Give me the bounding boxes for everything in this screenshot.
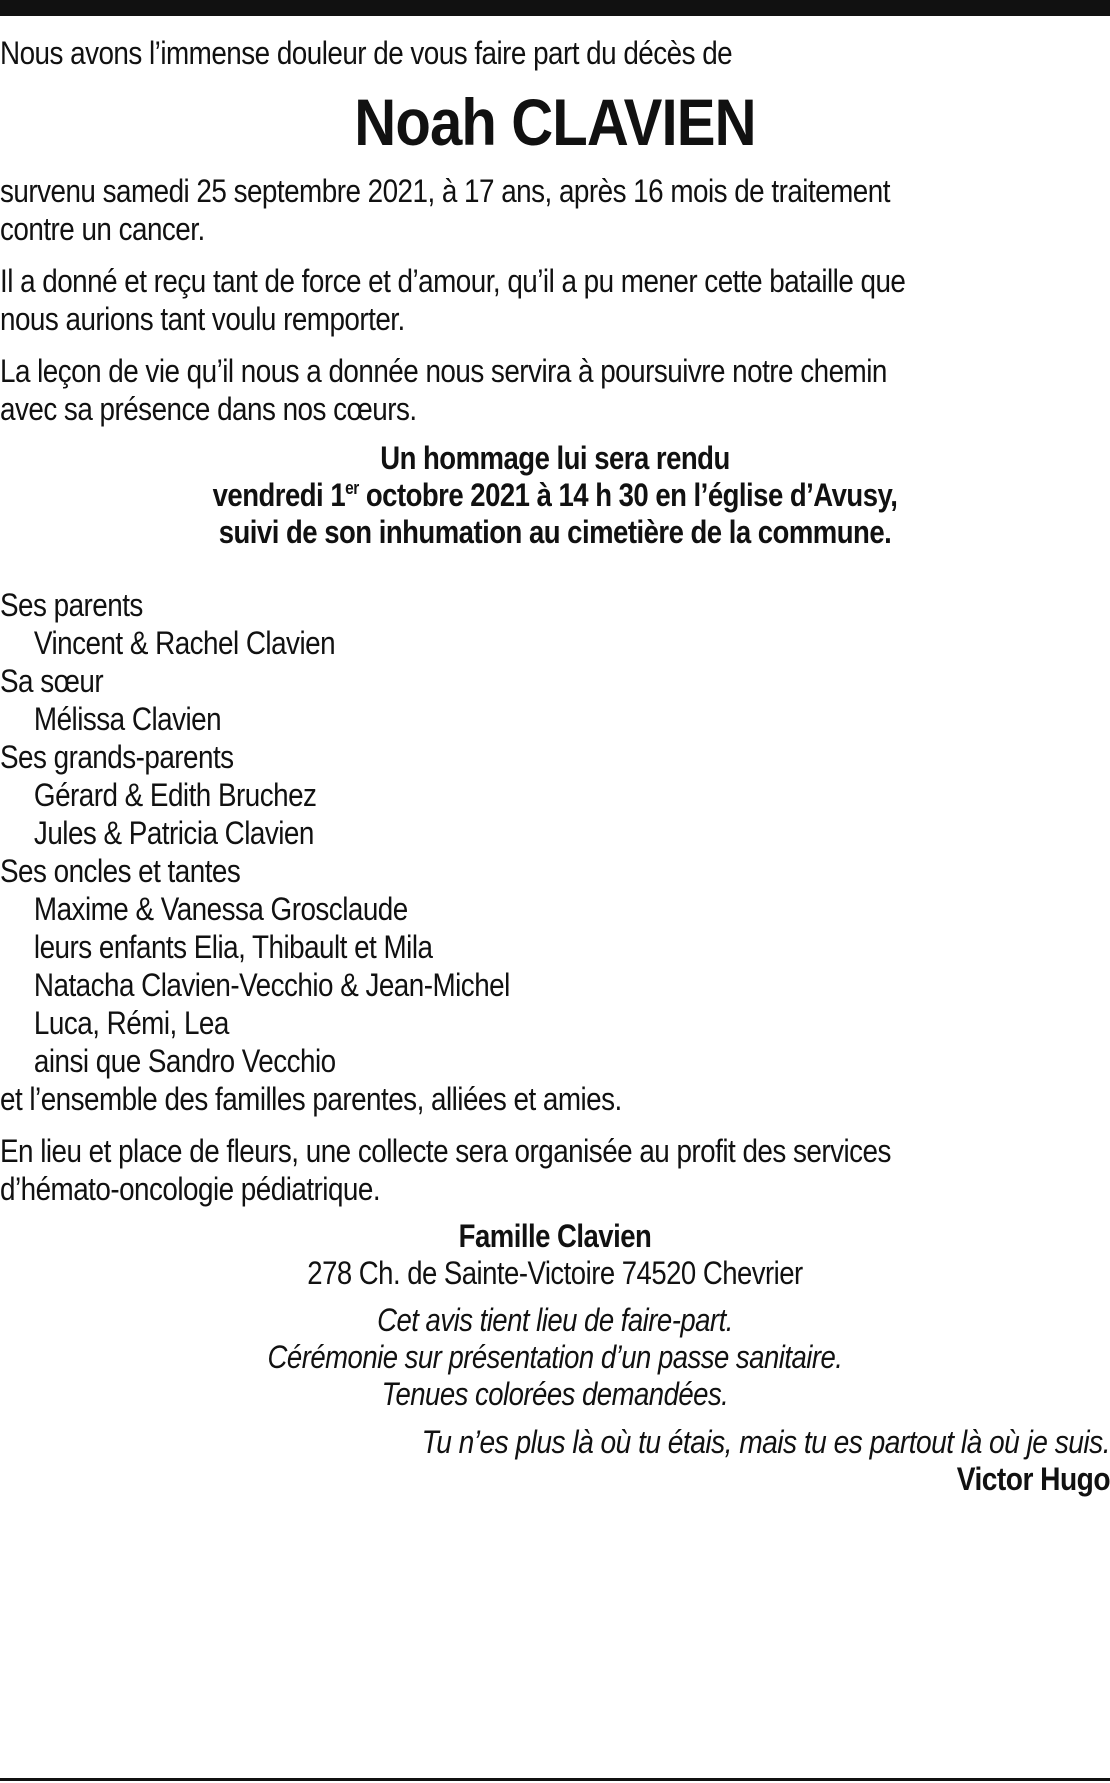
- family-others: et l’ensemble des familles parentes, alliées et amies.: [0, 1081, 622, 1117]
- obituary-notice: [0, 34, 1110, 1498]
- ceremony-line-1: Un hommage lui sera rendu: [380, 440, 730, 476]
- ceremony-date-ordinal: er: [345, 478, 359, 498]
- ceremony-date-rest: octobre 2021 à 14 h 30 en l’église d’Avusy,: [358, 477, 898, 513]
- paragraph-line: survenu samedi 25 septembre 2021, à 17 ans, après 16 mois de traitement: [0, 173, 890, 209]
- paragraph-line: avec sa présence dans nos cœurs.: [0, 391, 417, 427]
- paragraph-lesson: [0, 352, 1110, 428]
- deceased-name: Noah CLAVIEN: [354, 85, 756, 159]
- family-parents: Vincent & Rachel Clavien: [33, 625, 336, 661]
- family-uncle-2-line-2: Luca, Rémi, Lea: [33, 1005, 229, 1041]
- family-grandparents-1: Gérard & Edith Bruchez: [33, 777, 317, 813]
- family-label-grandparents: Ses grands-parents: [0, 739, 234, 775]
- contact-block: [78, 1218, 1033, 1292]
- family-label-sister: Sa sœur: [0, 663, 104, 699]
- family-uncle-2-line-3: ainsi que Sandro Vecchio: [33, 1043, 336, 1079]
- paragraph-line: Il a donné et reçu tant de force et d’amour, qu’il a pu mener cette bataille que: [0, 263, 906, 299]
- quote-block: [0, 1424, 1110, 1498]
- top-border: [0, 0, 1110, 16]
- note-line: Tenues colorées demandées.: [381, 1376, 729, 1412]
- family-grandparents-2: Jules & Patricia Clavien: [33, 815, 314, 851]
- donation-paragraph: [0, 1132, 1110, 1208]
- family-list: [0, 586, 1110, 1118]
- paragraph-line: La leçon de vie qu’il nous a donnée nous servira à poursuivre notre chemin: [0, 353, 887, 389]
- paragraph-line: nous aurions tant voulu remporter.: [0, 301, 405, 337]
- ceremony-line-2: [78, 477, 1033, 514]
- family-signature: Famille Clavien: [458, 1218, 652, 1254]
- ceremony-line-3: suivi de son inhumation au cimetière de la commune.: [218, 514, 892, 550]
- notes-block: [78, 1302, 1033, 1413]
- family-label-parents: Ses parents: [0, 587, 143, 623]
- family-uncle-1-line-2: leurs enfants Elia, Thibault et Mila: [33, 929, 433, 965]
- family-address: 278 Ch. de Sainte-Victoire 74520 Chevrier: [307, 1255, 803, 1291]
- paragraph-line: En lieu et place de fleurs, une collecte sera organisée au profit des services: [0, 1133, 891, 1169]
- bottom-border: [0, 1778, 1110, 1781]
- family-uncle-1-line-1: Maxime & Vanessa Grosclaude: [33, 891, 408, 927]
- paragraph-line: d’hémato-oncologie pédiatrique.: [0, 1171, 381, 1207]
- note-line: Cérémonie sur présentation d’un passe sanitaire.: [267, 1339, 843, 1375]
- note-line: Cet avis tient lieu de faire-part.: [377, 1302, 733, 1338]
- paragraph-circumstances: [0, 172, 1110, 248]
- paragraph-strength: [0, 262, 1110, 338]
- family-sister: Mélissa Clavien: [33, 701, 222, 737]
- quote-text: Tu n’es plus là où tu étais, mais tu es partout là où je suis.: [421, 1424, 1110, 1460]
- quote-author: Victor Hugo: [956, 1461, 1110, 1497]
- family-label-uncles: Ses oncles et tantes: [0, 853, 241, 889]
- ceremony-date-prefix: vendredi 1: [212, 477, 346, 513]
- paragraph-line: contre un cancer.: [0, 211, 205, 247]
- intro-text: Nous avons l’immense douleur de vous faire part du décès de: [0, 35, 733, 71]
- ceremony-announcement: [78, 440, 1033, 551]
- family-uncle-2-line-1: Natacha Clavien-Vecchio & Jean-Michel: [33, 967, 510, 1003]
